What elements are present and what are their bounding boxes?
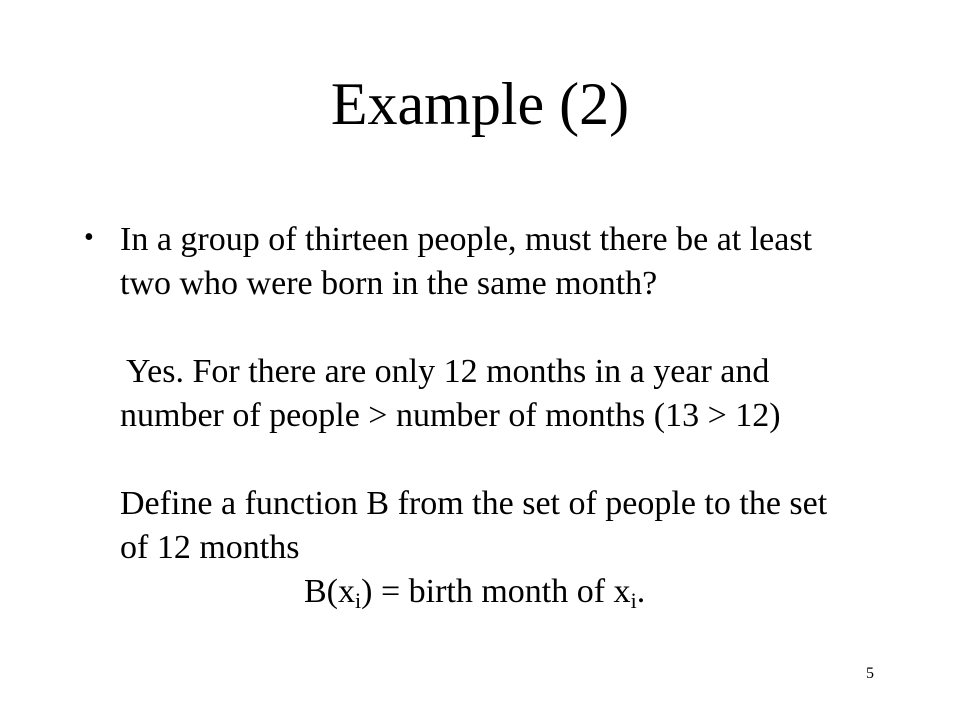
formula-lhs-subscript: i [355,588,362,613]
body-line: Yes. For there are only 12 months in a year and [126,353,770,390]
body-line: of 12 months [120,529,300,566]
body-line: Define a function B from the set of people to the set [120,485,828,522]
formula-suffix: . [636,573,646,610]
body-line: two who were born in the same month? [120,265,658,302]
page-number: 5 [866,665,874,682]
blank-line [120,306,920,350]
slide-body [120,218,920,614]
formula-line [120,570,920,614]
blank-line [120,438,920,482]
slide-title: Example (2) [330,71,630,137]
body-line: In a group of thirteen people, must there be at least [120,221,813,258]
bullet-icon: • [84,222,94,253]
body-line: number of people > number of months (13 > 12) [120,397,781,434]
formula-rhs-subscript: i [630,588,637,613]
formula-lhs-prefix: B(x [304,573,355,610]
formula-middle: ) = birth month of x [361,573,631,610]
